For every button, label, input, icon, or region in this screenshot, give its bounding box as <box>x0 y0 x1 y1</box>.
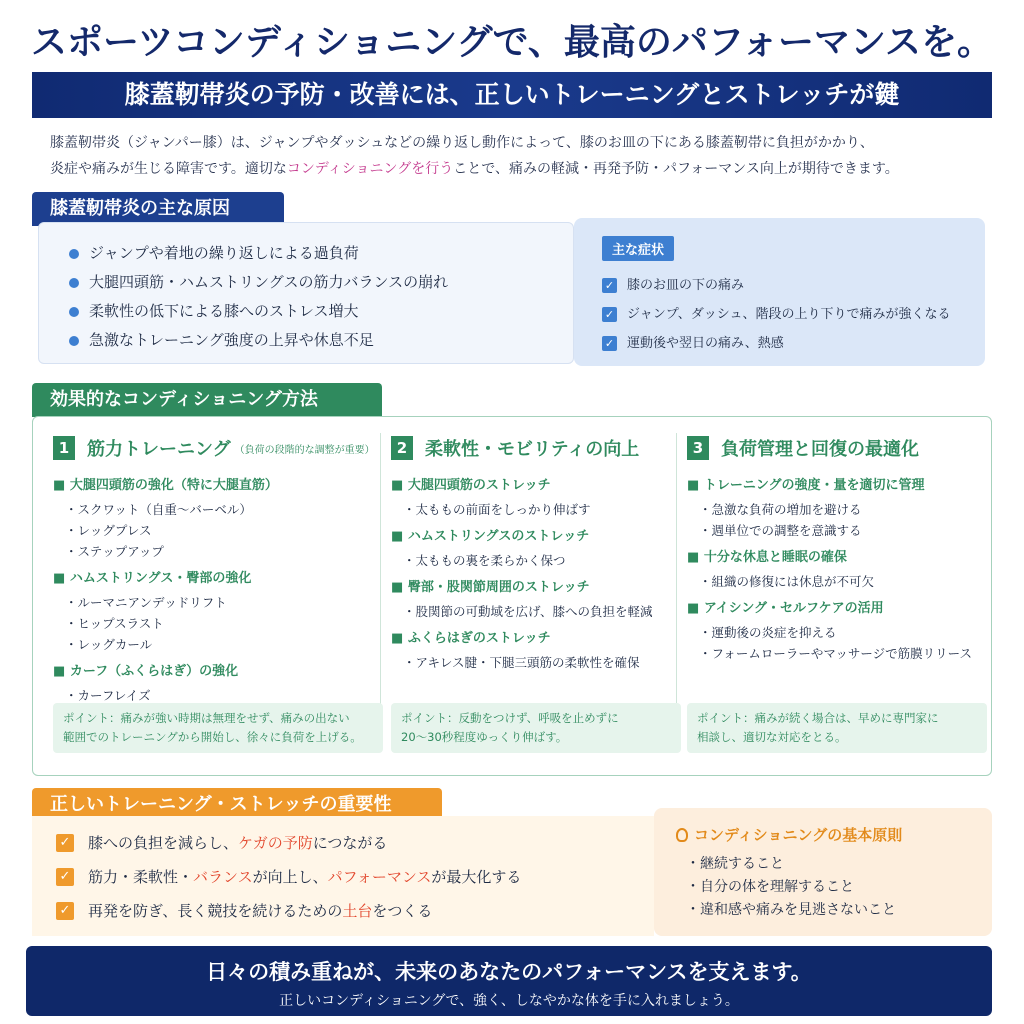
highlight-text: 土台 <box>342 902 373 920</box>
column-header <box>391 433 681 463</box>
intro-text-b: ことで、痛みの軽減・再発予防・パフォーマンス向上が期待できます。 <box>453 161 899 177</box>
group-item: ・ ルーマニアンデッドリフト <box>53 592 383 613</box>
group-item: ・ レッグプレス <box>53 520 383 541</box>
point-line: 範囲でのトレーニングから開始し、徐々に負荷を上げる。 <box>63 730 362 744</box>
group-title: ■ トレーニングの強度・量を適切に管理 <box>687 473 987 499</box>
text: をつくる <box>372 902 433 920</box>
checkbox-icon: ✓ <box>602 278 617 293</box>
group-item: ・ フォームローラーやマッサージで筋膜リリース <box>687 643 987 664</box>
group-title: ■ カーフ（ふくらはぎ）の強化 <box>53 659 383 685</box>
cause-item: 大腿四頭筋・ハムストリングスの筋力バランスの崩れ <box>69 268 543 297</box>
group-item: ・ 運動後の炎症を抑える <box>687 622 987 643</box>
method-group <box>391 524 681 571</box>
text: につながる <box>312 834 388 852</box>
group-item: ・ 股関節の可動域を広げ、膝への負担を軽減 <box>391 601 681 622</box>
intro-line-1: 膝蓋靭帯炎（ジャンパー膝）は、ジャンプやダッシュなどの繰り返し動作によって、膝のお皿の下にある膝蓋靭帯に負担がかかり、 <box>50 135 874 151</box>
group-title: ■ 大腿四頭筋の強化（特に大腿直筋） <box>53 473 383 499</box>
group-title: ■ アイシング・セルフケアの活用 <box>687 596 987 622</box>
column-title: 負荷管理と回復の最適化 <box>721 439 919 460</box>
importance-item <box>56 826 630 860</box>
method-column-load-management <box>687 433 987 765</box>
group-title: ■ ふくらはぎのストレッチ <box>391 626 681 652</box>
principle-item: ・ 自分の体を理解すること <box>676 876 970 899</box>
symptom-text: 運動後や翌日の痛み、熱感 <box>627 336 784 351</box>
principles-panel <box>654 808 992 936</box>
point-note <box>391 703 681 753</box>
number-badge: 1 <box>53 436 75 460</box>
group-item: ・ カーフレイズ <box>53 685 383 706</box>
group-title: ■ 十分な休息と睡眠の確保 <box>687 545 987 571</box>
point-line: ポイント：反動をつけず、呼吸を止めずに <box>401 711 619 725</box>
importance-item <box>56 860 630 894</box>
method-group <box>687 473 987 541</box>
symptom-item <box>602 329 957 358</box>
principle-item: ・ 違和感や痛みを見逃さないこと <box>676 899 970 922</box>
point-note <box>687 703 987 753</box>
point-note <box>53 703 383 753</box>
highlight-text: バランス <box>193 868 253 886</box>
method-group <box>391 575 681 622</box>
method-group <box>687 596 987 664</box>
column-title: 柔軟性・モビリティの向上 <box>425 439 640 460</box>
symptom-text: ジャンプ、ダッシュ、階段の上り下りで痛みが強くなる <box>627 307 951 322</box>
cause-item: 柔軟性の低下による膝へのストレス増大 <box>69 297 543 326</box>
text: 膝への負担を減らし、 <box>88 834 239 852</box>
symptom-item <box>602 271 957 300</box>
importance-section-label: 正しいトレーニング・ストレッチの重要性 <box>32 788 442 822</box>
causes-section-label: 膝蓋靭帯炎の主な原因 <box>32 192 284 226</box>
intro-line-2 <box>50 156 990 182</box>
group-title: ■ 臀部・股関節周囲のストレッチ <box>391 575 681 601</box>
checkbox-icon: ✓ <box>56 868 74 886</box>
symptom-item <box>602 300 957 329</box>
group-item: ・ スクワット（自重〜バーベル） <box>53 499 383 520</box>
group-item: ・ 急激な負荷の増加を避ける <box>687 499 987 520</box>
column-note: （負荷の段階的な調整が重要） <box>234 444 375 456</box>
methods-section-label: 効果的なコンディショニング方法 <box>32 383 382 417</box>
method-group <box>391 626 681 673</box>
group-title: ■ ハムストリングスのストレッチ <box>391 524 681 550</box>
group-item: ・ 週単位での調整を意識する <box>687 520 987 541</box>
highlight-text: ケガの予防 <box>238 834 313 852</box>
column-header <box>687 433 987 463</box>
method-group <box>53 659 383 706</box>
group-item: ・ 太ももの裏を柔らかく保つ <box>391 550 681 571</box>
text: が向上し、 <box>252 868 328 886</box>
checkbox-icon: ✓ <box>56 834 74 852</box>
importance-item <box>56 894 630 928</box>
checkbox-icon: ✓ <box>602 307 617 322</box>
method-group <box>687 545 987 592</box>
number-badge: 3 <box>687 436 709 460</box>
lightbulb-icon <box>676 828 688 842</box>
checkbox-icon: ✓ <box>56 902 74 920</box>
method-group <box>391 473 681 520</box>
column-title: 筋力トレーニング <box>87 439 231 460</box>
principles-label: コンディショニングの基本原則 <box>694 826 903 844</box>
subtitle-banner: 膝蓋靭帯炎の予防・改善には、正しいトレーニングとストレッチが鍵 <box>32 72 992 118</box>
highlight-text: パフォーマンス <box>327 868 432 886</box>
point-line: ポイント：痛みが強い時期は無理をせず、痛みの出ない <box>63 711 350 725</box>
group-item: ・ 組織の修復には休息が不可欠 <box>687 571 987 592</box>
text: 再発を防ぎ、長く競技を続けるための <box>88 902 343 920</box>
checkbox-icon: ✓ <box>602 336 617 351</box>
methods-panel <box>32 416 992 776</box>
principles-header <box>676 824 970 845</box>
method-column-strength <box>53 433 383 765</box>
cause-item: ジャンプや着地の繰り返しによる過負荷 <box>69 239 543 268</box>
point-line: ポイント：痛みが続く場合は、早めに専門家に <box>697 711 939 725</box>
group-title: ■ 大腿四頭筋のストレッチ <box>391 473 681 499</box>
group-item: ・ アキレス腱・下腿三頭筋の柔軟性を確保 <box>391 652 681 673</box>
symptoms-panel <box>574 218 985 366</box>
point-line: 相談し、適切な対応をとる。 <box>697 730 847 744</box>
number-badge: 2 <box>391 436 413 460</box>
column-header <box>53 433 383 463</box>
symptoms-label: 主な症状 <box>602 236 674 261</box>
symptom-text: 膝のお皿の下の痛み <box>627 278 745 293</box>
group-title: ■ ハムストリングス・臀部の強化 <box>53 566 383 592</box>
group-item: ・ ステップアップ <box>53 541 383 562</box>
method-group <box>53 566 383 655</box>
text: が最大化する <box>431 868 522 886</box>
intro-highlight: コンディショニングを行う <box>286 161 454 177</box>
footer-sub-text: 正しいコンディショニングで、強く、しなやかな体を手に入れましょう。 <box>279 993 739 1009</box>
group-item: ・ レッグカール <box>53 634 383 655</box>
cause-item: 急激なトレーニング強度の上昇や休息不足 <box>69 326 543 355</box>
method-group <box>53 473 383 562</box>
method-column-flexibility <box>391 433 681 765</box>
point-line: 20〜30秒程度ゆっくり伸ばす。 <box>401 730 568 744</box>
page-title: スポーツコンディショニングで、最高のパフォーマンスを。 <box>31 22 993 63</box>
text: 筋力・柔軟性・ <box>88 868 194 886</box>
principle-item: ・ 継続すること <box>676 853 970 876</box>
causes-panel <box>38 222 574 364</box>
footer-main-text: 日々の積み重ねが、未来のあなたのパフォーマンスを支えます。 <box>206 960 812 984</box>
intro-text-a: 炎症や痛みが生じる障害です。適切な <box>50 161 287 177</box>
group-item: ・ 太ももの前面をしっかり伸ばす <box>391 499 681 520</box>
group-item: ・ ヒップスラスト <box>53 613 383 634</box>
footer-banner <box>26 946 992 1016</box>
intro-text <box>50 130 990 182</box>
importance-panel <box>32 816 654 936</box>
